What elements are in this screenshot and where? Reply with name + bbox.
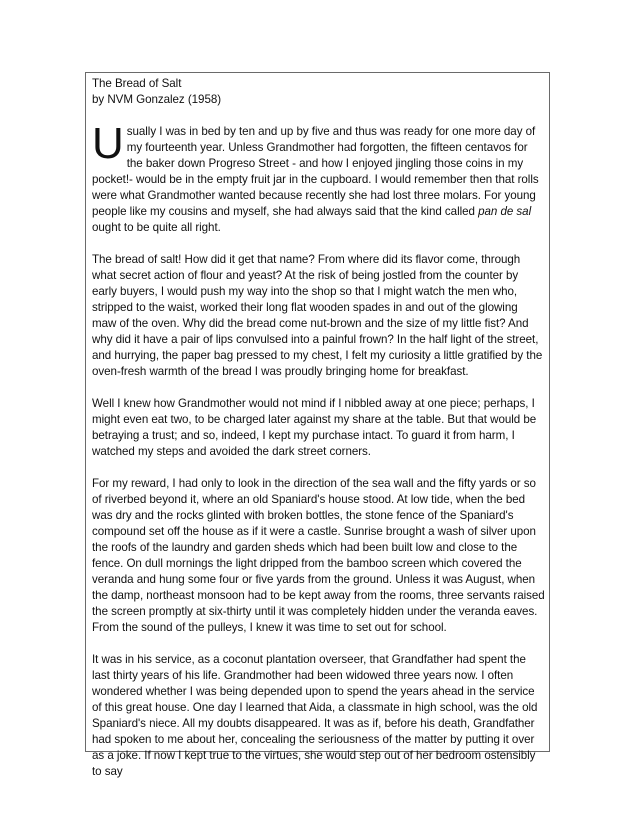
paragraph-1-ending: ought to be quite all right.: [92, 221, 221, 234]
paragraph-1-text: sually I was in bed by ten and up by five and thus was ready for one more day of my fourteenth year. Unless Grandmother had forgotten, the fifteen centavos for the baker down Progreso Street - and how I enjoyed jingling those coins in my pocket!- would be in the empty fruit jar in the cupboard. I would remember then that rolls were what Grandmother wanted because recently she had lost three molars. For young people like my cousins and myself, she had always said that the kind called: [92, 125, 539, 218]
paragraph-4: For my reward, I had only to look in the direction of the sea wall and the fifty yards or so of riverbed beyond it, where an old Spaniard's house stood. At low tide, when the bed was dry and the rocks glinted with broken bottles, the stone fence of the Spaniard's compound set off the house as if it were a castle. Sunrise brought a wash of silver upon the roofs of the laundry and garden sheds which had been built low and close to the fence. On dull mornings the light dripped from the bamboo screen which covered the veranda and hung some four or five yards from the ground. Unless it was August, when the damp, northeast monsoon had to be kept away from the rooms, three servants raised the screen promptly at six-thirty until it was completely hidden under the veranda eaves. From the sound of the pulleys, I knew it was time to set out for school.: [92, 477, 545, 634]
paragraph-1: [92, 119, 545, 236]
document-page: [85, 72, 550, 778]
document-title: The Bread of Salt: [92, 77, 182, 90]
paragraph-2: The bread of salt! How did it get that name? From where did its flavor come, through what secret action of flour and yeast? At the risk of being jostled from the counter by early buyers, I would push my way into the shop so that I might watch the men who, stripped to the waist, worked their long flat wooden spades in and out of the glowing maw of the oven. Why did the bread come nut-brown and the size of my little fist? And why did it have a pair of lips convulsed into a painful frown? In the half light of the street, and hurrying, the paper bag pressed to my chest, I felt my curiosity a little gratified by the oven-fresh warmth of the bread I was proudly bringing home for breakfast.: [92, 253, 543, 378]
drop-cap: U: [92, 119, 124, 168]
author-line: by NVM Gonzalez (1958): [92, 93, 222, 106]
paragraph-5: It was in his service, as a coconut plantation overseer, that Grandfather had spent the last thirty years of his life. Grandmother had been widowed three years now. I often wondered whether I was being depended upon to spend the years ahead in the service of this great house. One day I learned that Aida, a classmate in high school, was the old Spaniard's niece. All my doubts disappeared. It was as if, before his death, Grandfather had spoken to me about her, concealing the seriousness of the matter by putting it over as a joke. If now I kept true to the virtues, she would step out of her bedroom ostensibly to say: [92, 653, 538, 778]
paragraph-3: Well I knew how Grandmother would not mind if I nibbled away at one piece; perhaps, I might even eat two, to be charged later against my share at the table. But that would be betraying a trust; and so, indeed, I kept my purchase intact. To guard it from harm, I watched my steps and avoided the dark street corners.: [92, 397, 537, 458]
italic-term: pan de sal: [478, 205, 532, 218]
